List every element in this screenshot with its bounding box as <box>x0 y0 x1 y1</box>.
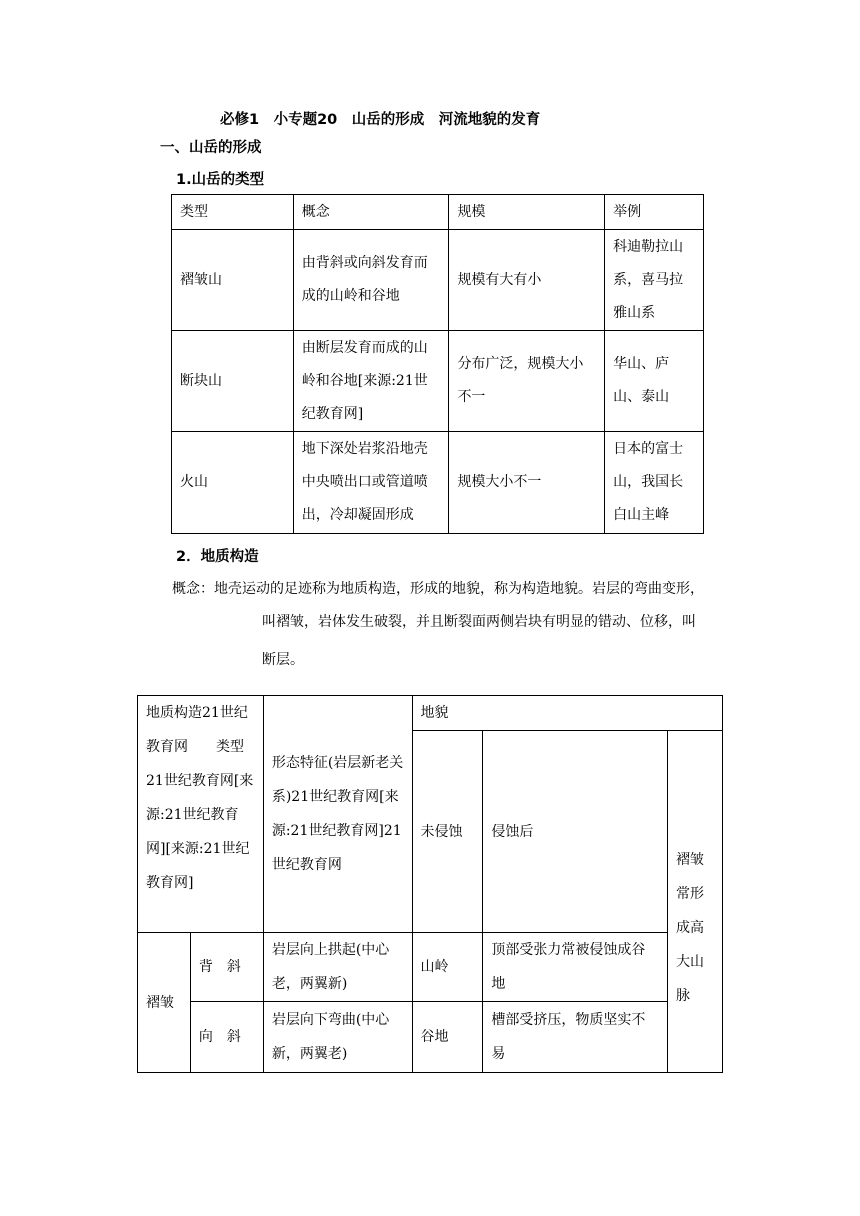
table-row <box>138 933 723 1002</box>
table-header-not-eroded: 未侵蚀 <box>412 731 483 933</box>
table-header-eroded: 侵蚀后 <box>483 731 668 933</box>
table-cell: 华山、庐山、泰山 <box>605 331 704 432</box>
page-title: 必修1 小专题20 山岳的形成 河流地貌的发育 <box>220 112 541 128</box>
table-cell: 背 斜 <box>190 933 263 1002</box>
table-cell: 顶部受张力常被侵蚀成谷地 <box>483 933 668 1002</box>
geologic-structure-table <box>137 695 723 1073</box>
table-row <box>172 331 704 432</box>
table-cell: 由断层发育而成的山岭和谷地[来源:21世纪教育网] <box>293 331 449 432</box>
table-cell: 岩层向下弯曲(中心新，两翼老) <box>263 1002 412 1073</box>
table-cell: 火山 <box>172 432 294 534</box>
table-cell: 地下深处岩浆沿地壳中央喷出口或管道喷出，冷却凝固形成 <box>293 432 449 534</box>
table-header-scale: 规模 <box>449 195 605 230</box>
table-cell: 由背斜或向斜发育而成的山岭和谷地 <box>293 230 449 331</box>
concept-line: 断层。 <box>262 652 304 668</box>
table-header-example: 举例 <box>605 195 704 230</box>
table-cell: 岩层向上拱起(中心老，两翼新) <box>263 933 412 1002</box>
table-cell: 山岭 <box>412 933 483 1002</box>
table-cell-fold: 褶皱 <box>138 933 191 1073</box>
table-cell: 向 斜 <box>190 1002 263 1073</box>
table-cell: 日本的富士山，我国长白山主峰 <box>605 432 704 534</box>
table-header-concept: 概念 <box>293 195 449 230</box>
concept-line: 叫褶皱，岩体发生破裂，并且断裂面两侧岩块有明显的错动、位移，叫 <box>262 614 696 630</box>
table-header-morphology: 形态特征(岩层新老关系)21世纪教育网[来源:21世纪教育网]21世纪教育网 <box>263 696 412 933</box>
table-cell: 褶皱山 <box>172 230 294 331</box>
table-cell: 规模大小不一 <box>449 432 605 534</box>
table-header-landform: 地貌 <box>412 696 722 731</box>
table-header-type: 类型 <box>172 195 294 230</box>
table-cell: 分布广泛，规模大小不一 <box>449 331 605 432</box>
table-row <box>172 432 704 534</box>
table-row <box>138 1002 723 1073</box>
table-cell: 科迪勒拉山系，喜马拉雅山系 <box>605 230 704 331</box>
concept-line: 概念：地壳运动的足迹称为地质构造，形成的地貌，称为构造地貌。岩层的弯曲变形， <box>172 581 704 597</box>
subheading-geologic-structure: 2．地质构造 <box>176 549 259 565</box>
section-heading-mountains: 一、山岳的形成 <box>160 140 262 156</box>
table-cell: 槽部受挤压，物质坚实不易 <box>483 1002 668 1073</box>
table-cell-side-note: 褶皱常形成高大山脉 <box>668 731 723 1073</box>
table-cell: 断块山 <box>172 331 294 432</box>
table-header-structure-type: 地质构造21世纪教育网 类型21世纪教育网[来源:21世纪教育网][来源:21世纪教育网] <box>138 696 264 933</box>
mountain-types-table <box>171 194 704 534</box>
table-cell: 规模有大有小 <box>449 230 605 331</box>
table-row <box>172 230 704 331</box>
table-cell: 谷地 <box>412 1002 483 1073</box>
subheading-mountain-types: 1.山岳的类型 <box>176 172 265 188</box>
